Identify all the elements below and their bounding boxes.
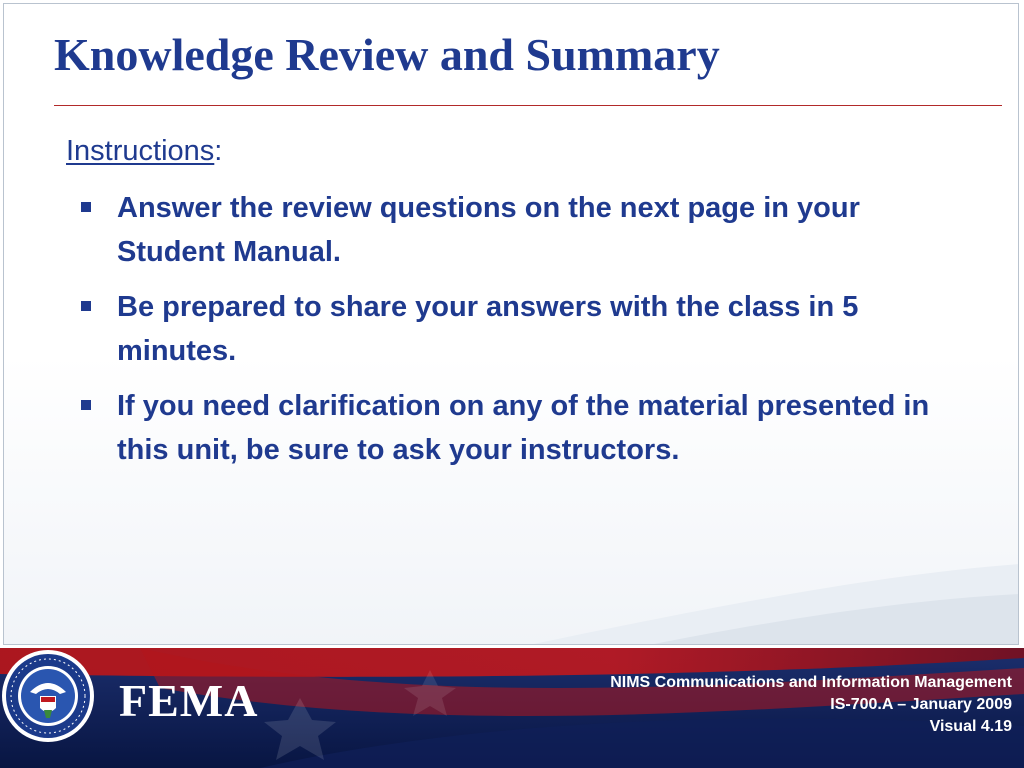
course-info	[610, 672, 1012, 738]
title-divider	[54, 105, 1002, 106]
bullet-text: Be prepared to share your answers with the class in 5 minutes.	[117, 291, 859, 367]
dhs-seal-icon	[0, 648, 96, 744]
square-bullet-icon	[81, 301, 91, 311]
instructions-heading	[66, 134, 222, 169]
instructions-colon: :	[214, 135, 223, 167]
slide-content-area	[3, 3, 1019, 645]
list-item	[74, 186, 954, 274]
list-item	[74, 285, 954, 373]
list-item	[74, 384, 954, 472]
footer-banner	[0, 648, 1024, 768]
instruction-bullets	[74, 186, 954, 483]
square-bullet-icon	[81, 400, 91, 410]
fema-logo: FEMA	[119, 675, 259, 726]
bullet-text: Answer the review questions on the next page in your Student Manual.	[117, 192, 860, 268]
page-title: Knowledge Review and Summary	[54, 29, 720, 80]
course-code: IS-700.A – January 2009	[830, 696, 1012, 713]
visual-number: Visual 4.19	[929, 718, 1012, 735]
instructions-label: Instructions	[66, 135, 215, 167]
course-title: NIMS Communications and Information Management	[610, 674, 1012, 691]
square-bullet-icon	[81, 202, 91, 212]
bullet-text: If you need clarification on any of the material presented in this unit, be sure to ask your instructors.	[117, 390, 930, 466]
